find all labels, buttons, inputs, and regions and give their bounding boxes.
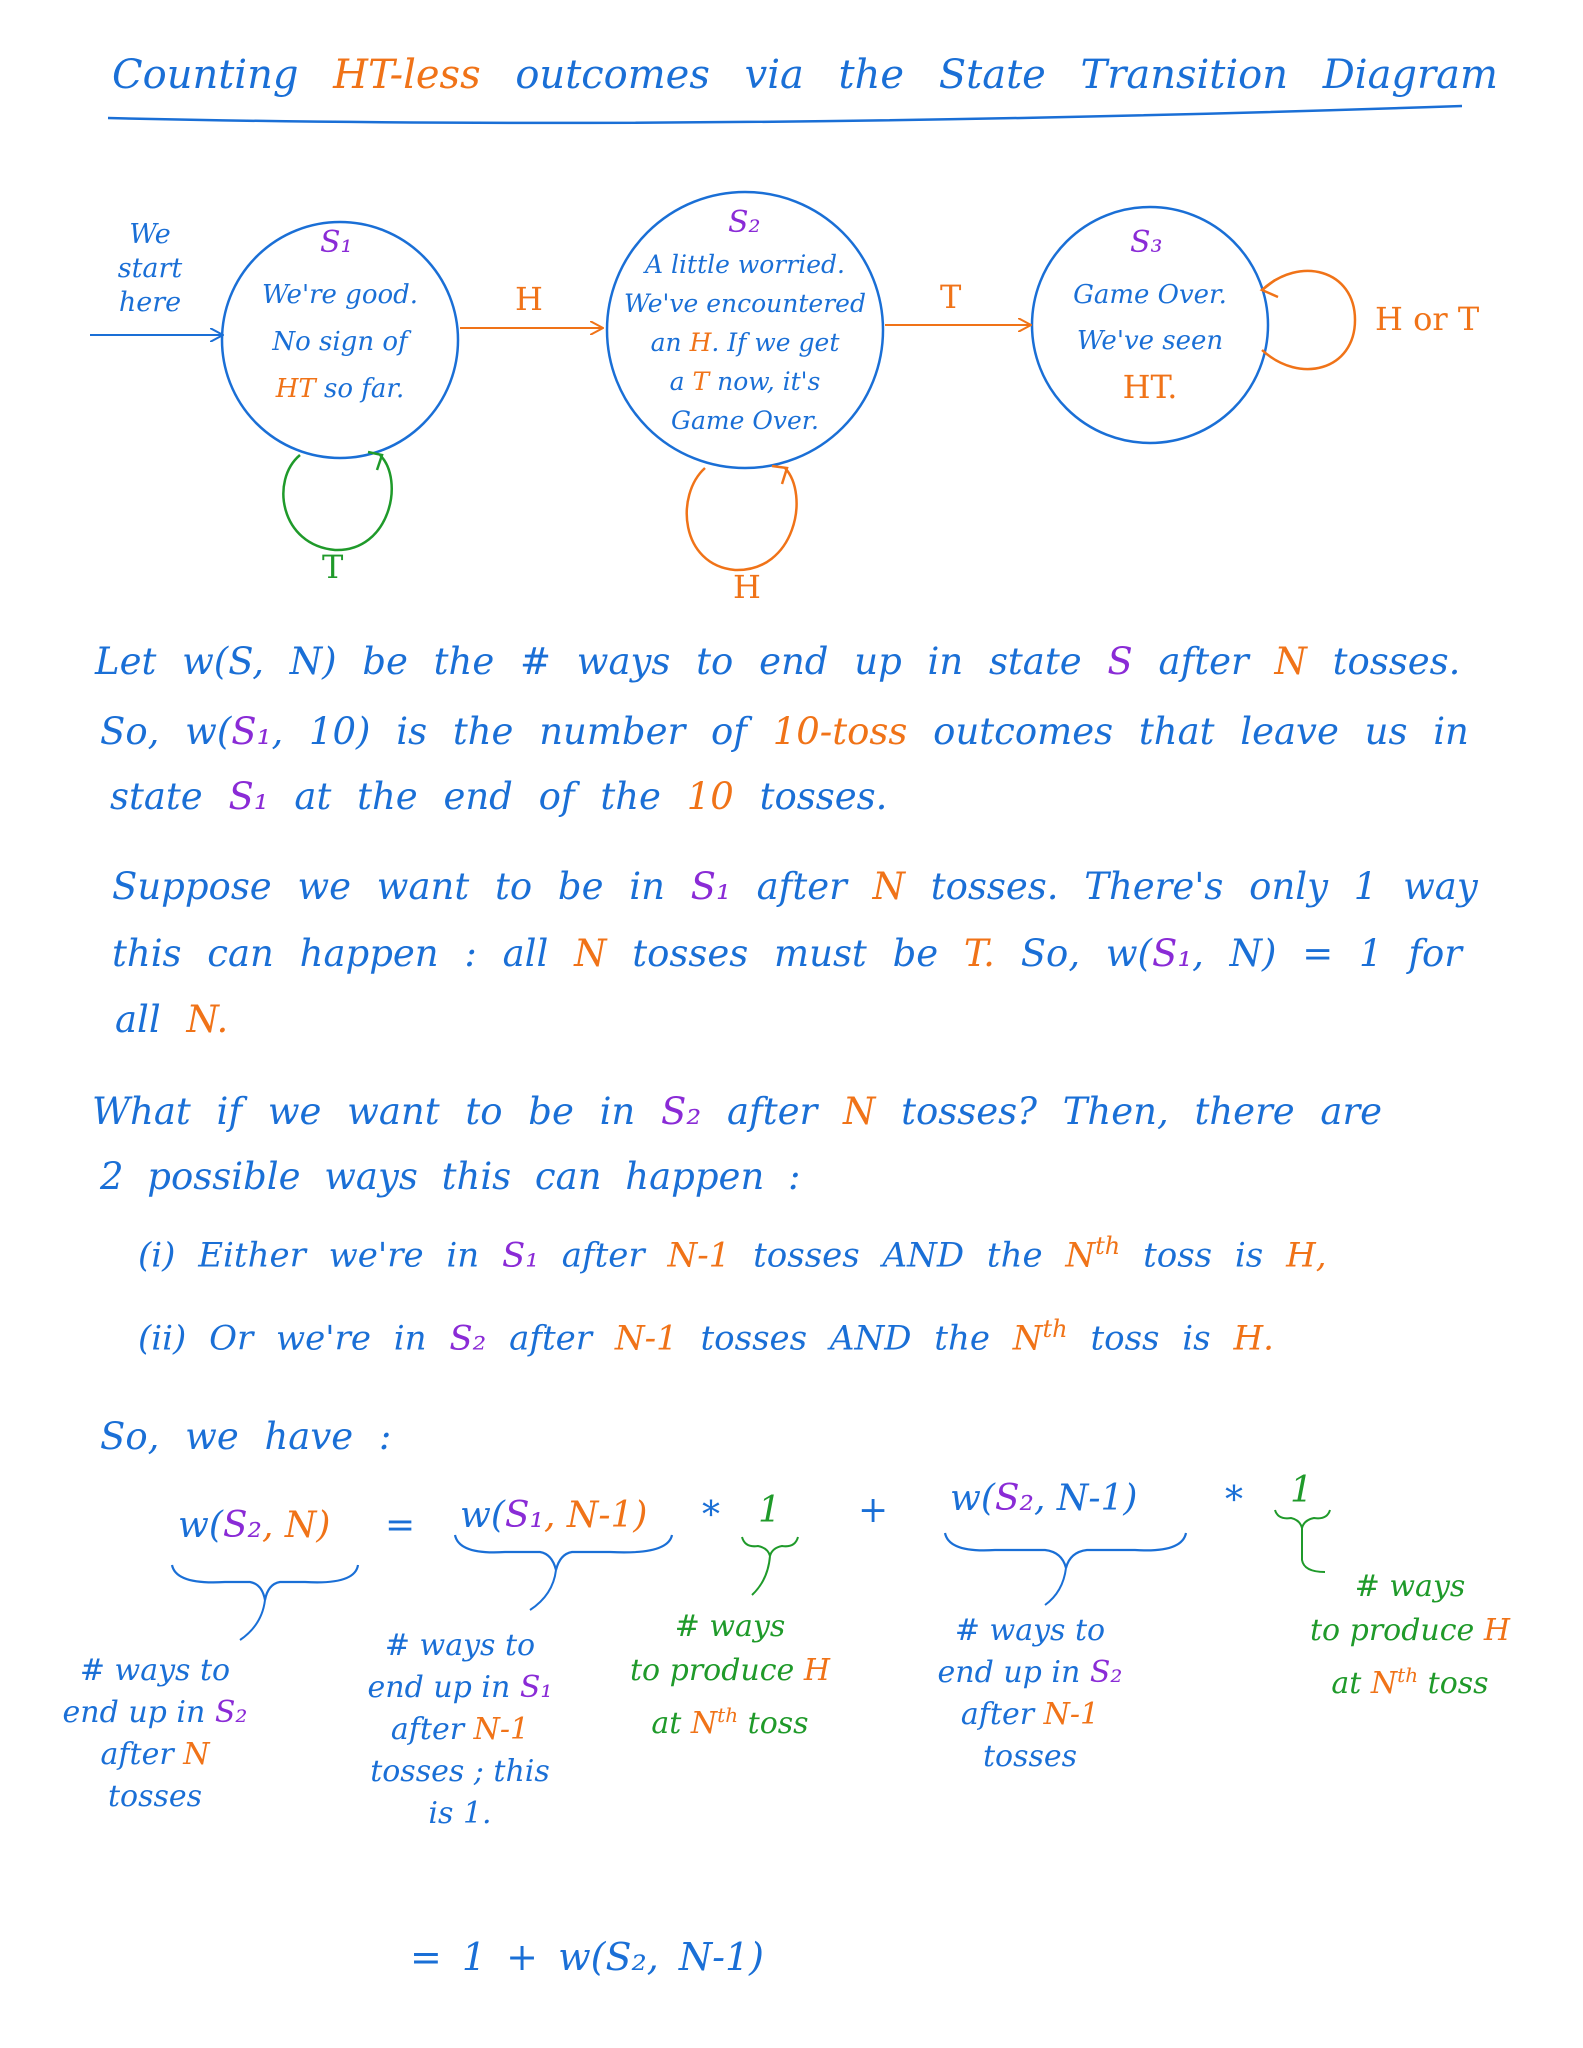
para3-case-ii: (ii) Or we're in S₂ after N-1 tosses AND the $N^{th}$ toss is H. (138, 1315, 1274, 1359)
annotation-term1: # ways to end up in S₁ after N-1 tosses ; this is 1. (367, 1628, 553, 1831)
edge-label-s2-s3: T (940, 278, 962, 316)
state-s3-name: S₃ (1130, 225, 1163, 260)
para2-line1: Suppose we want to be in S₁ after N tosses. There's only 1 way (112, 865, 1478, 908)
eq-times2: * (1225, 1480, 1243, 1521)
para3-line1: What if we want to be in S₂ after N tosses? Then, there are (92, 1090, 1383, 1133)
eq-times1: * (702, 1495, 720, 1536)
para2-line2: this can happen : all N tosses must be T. So, w(S₁, N) = 1 for (112, 932, 1462, 975)
brace-t2 (945, 1533, 1186, 1568)
state-s1-name: S₁ (320, 225, 353, 260)
state-s2-name: S₂ (728, 205, 761, 240)
loop-label-s3: H or T (1375, 300, 1480, 338)
eq-plus: + (858, 1490, 889, 1531)
eq-equals: = (385, 1505, 416, 1546)
para2-line3: all N. (115, 998, 229, 1041)
state-s3-text: Game Over. We've seen HT. (1073, 280, 1227, 406)
loop-label-s2: H (733, 568, 761, 606)
so-we-have: So, we have : (100, 1415, 392, 1458)
annotation-one2: # ways to produce H at $N^{th}$ toss (1309, 1569, 1511, 1701)
brace-one1 (742, 1537, 798, 1556)
loop-s2 (687, 468, 797, 570)
eq-lhs: w(S₂, N) (178, 1505, 331, 1546)
loop-s1 (283, 455, 391, 550)
para1-line2: So, w(S₁, 10) is the number of 10-toss outcomes that leave us in (100, 710, 1469, 753)
brace-lhs (172, 1565, 358, 1600)
para1-line1: Let w(S, N) be the # ways to end up in state S after N tosses. (95, 640, 1461, 683)
eq-term1: w(S₁, N-1) (460, 1495, 648, 1536)
para1-line3: state S₁ at the end of the 10 tosses. (110, 775, 888, 818)
annotation-one1: # ways to produce H at $N^{th}$ toss (629, 1609, 831, 1741)
state-s2-text: A little worried. We've encountered an H. If we get a T now, it's Game Over. (624, 250, 866, 435)
para3-line2: 2 possible ways this can happen : (100, 1155, 801, 1198)
page-title: Counting HT-less outcomes via the State Transition Diagram (112, 52, 1498, 98)
annotation-lhs: # ways to end up in S₂ after N tosses (62, 1653, 248, 1814)
annotation-term2: # ways to end up in S₂ after N-1 tosses (937, 1613, 1123, 1774)
eq-term2: w(S₂, N-1) (950, 1478, 1138, 1519)
state-s1-text: We're good. No sign of HT so far. (261, 280, 419, 404)
eq-one1: 1 (758, 1490, 781, 1531)
final-result: = 1 + w(S₂, N-1) (410, 1935, 764, 1979)
edge-label-s1-s2: H (515, 280, 543, 318)
brace-t1 (455, 1535, 672, 1570)
eq-one2: 1 (1290, 1470, 1313, 1511)
loop-s3 (1262, 271, 1355, 369)
brace-one2 (1275, 1510, 1330, 1528)
title-underline (108, 106, 1462, 123)
para3-case-i: (i) Either we're in S₁ after N-1 tosses AND the $N^{th}$ toss is H, (138, 1232, 1327, 1276)
loop-label-s1: T (322, 548, 344, 586)
start-label: We start here (117, 219, 183, 318)
